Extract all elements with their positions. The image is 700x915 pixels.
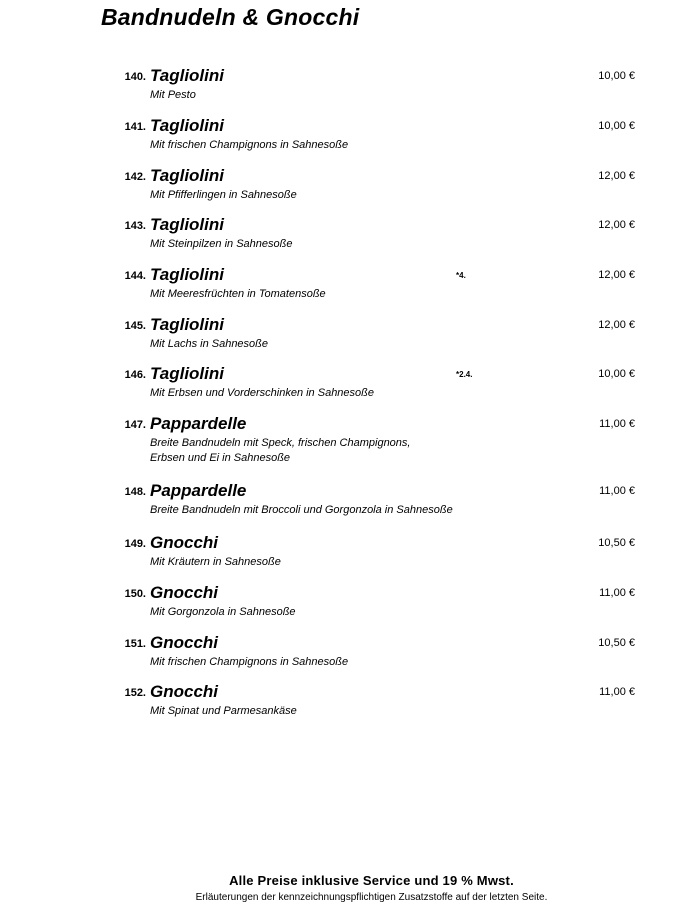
item-name: Tagliolini bbox=[150, 166, 224, 185]
item-price: 10,00 € bbox=[598, 120, 635, 132]
item-name: Pappardelle bbox=[150, 481, 247, 500]
item-number: 142. bbox=[124, 171, 146, 183]
item-number: 148. bbox=[124, 486, 146, 498]
item-description: Mit Lachs in Sahnesoße bbox=[150, 338, 269, 350]
item-description: Breite Bandnudeln mit Broccoli und Gorgonzola in Sahnesoße bbox=[150, 504, 453, 516]
item-price: 12,00 € bbox=[598, 269, 635, 281]
page-title: Bandnudeln & Gnocchi bbox=[101, 4, 360, 30]
item-name: Tagliolini bbox=[150, 215, 224, 234]
item-name: Gnocchi bbox=[150, 533, 219, 552]
item-description: Mit Pesto bbox=[150, 89, 196, 101]
item-name: Tagliolini bbox=[150, 116, 224, 135]
item-name: Tagliolini bbox=[150, 265, 224, 284]
item-price: 11,00 € bbox=[599, 587, 635, 599]
item-number: 147. bbox=[124, 419, 146, 431]
item-name: Tagliolini bbox=[150, 364, 224, 383]
item-description: Mit Gorgonzola in Sahnesoße bbox=[150, 606, 296, 618]
item-name: Tagliolini bbox=[150, 66, 224, 85]
item-number: 149. bbox=[124, 538, 146, 550]
item-price: 11,00 € bbox=[599, 418, 635, 430]
item-additives: *2.4. bbox=[456, 370, 473, 379]
item-description: Mit Steinpilzen in Sahnesoße bbox=[150, 238, 293, 250]
item-description: Mit Pfifferlingen in Sahnesoße bbox=[150, 189, 297, 201]
footer-additives-note: Erläuterungen der kennzeichnungspflichtigen Zusatzstoffe auf der letzten Seite. bbox=[195, 892, 548, 903]
item-description: Mit Kräutern in Sahnesoße bbox=[150, 556, 281, 568]
item-price: 12,00 € bbox=[598, 219, 635, 231]
item-number: 146. bbox=[124, 369, 146, 381]
item-price: 10,00 € bbox=[598, 368, 635, 380]
item-number: 141. bbox=[124, 121, 146, 133]
item-number: 144. bbox=[124, 270, 146, 282]
item-number: 145. bbox=[124, 320, 146, 332]
item-name: Tagliolini bbox=[150, 315, 224, 334]
item-name: Gnocchi bbox=[150, 583, 219, 602]
item-name: Pappardelle bbox=[150, 414, 247, 433]
item-price: 11,00 € bbox=[599, 686, 635, 698]
item-price: 12,00 € bbox=[598, 319, 635, 331]
item-description: Mit Erbsen und Vorderschinken in Sahnesoße bbox=[150, 387, 374, 399]
footer-prices-note: Alle Preise inklusive Service und 19 % Mwst. bbox=[229, 873, 514, 888]
item-description: Breite Bandnudeln mit Speck, frischen Champignons, Erbsen und Ei in Sahnesoße bbox=[150, 437, 411, 464]
item-description: Mit Spinat und Parmesankäse bbox=[150, 705, 297, 717]
item-price: 10,50 € bbox=[598, 537, 635, 549]
item-additives: *4. bbox=[456, 271, 466, 280]
item-description: Mit frischen Champignons in Sahnesoße bbox=[150, 656, 349, 668]
item-number: 150. bbox=[124, 588, 146, 600]
item-price: 10,50 € bbox=[598, 637, 635, 649]
item-description: Mit frischen Champignons in Sahnesoße bbox=[150, 139, 349, 151]
item-name: Gnocchi bbox=[150, 682, 219, 701]
item-number: 140. bbox=[124, 71, 146, 83]
item-description: Mit Meeresfrüchten in Tomatensoße bbox=[150, 288, 326, 300]
item-price: 11,00 € bbox=[599, 485, 635, 497]
item-number: 143. bbox=[124, 220, 146, 232]
item-price: 10,00 € bbox=[598, 70, 635, 82]
item-name: Gnocchi bbox=[150, 633, 219, 652]
item-number: 152. bbox=[124, 687, 146, 699]
item-price: 12,00 € bbox=[598, 170, 635, 182]
item-number: 151. bbox=[124, 638, 146, 650]
